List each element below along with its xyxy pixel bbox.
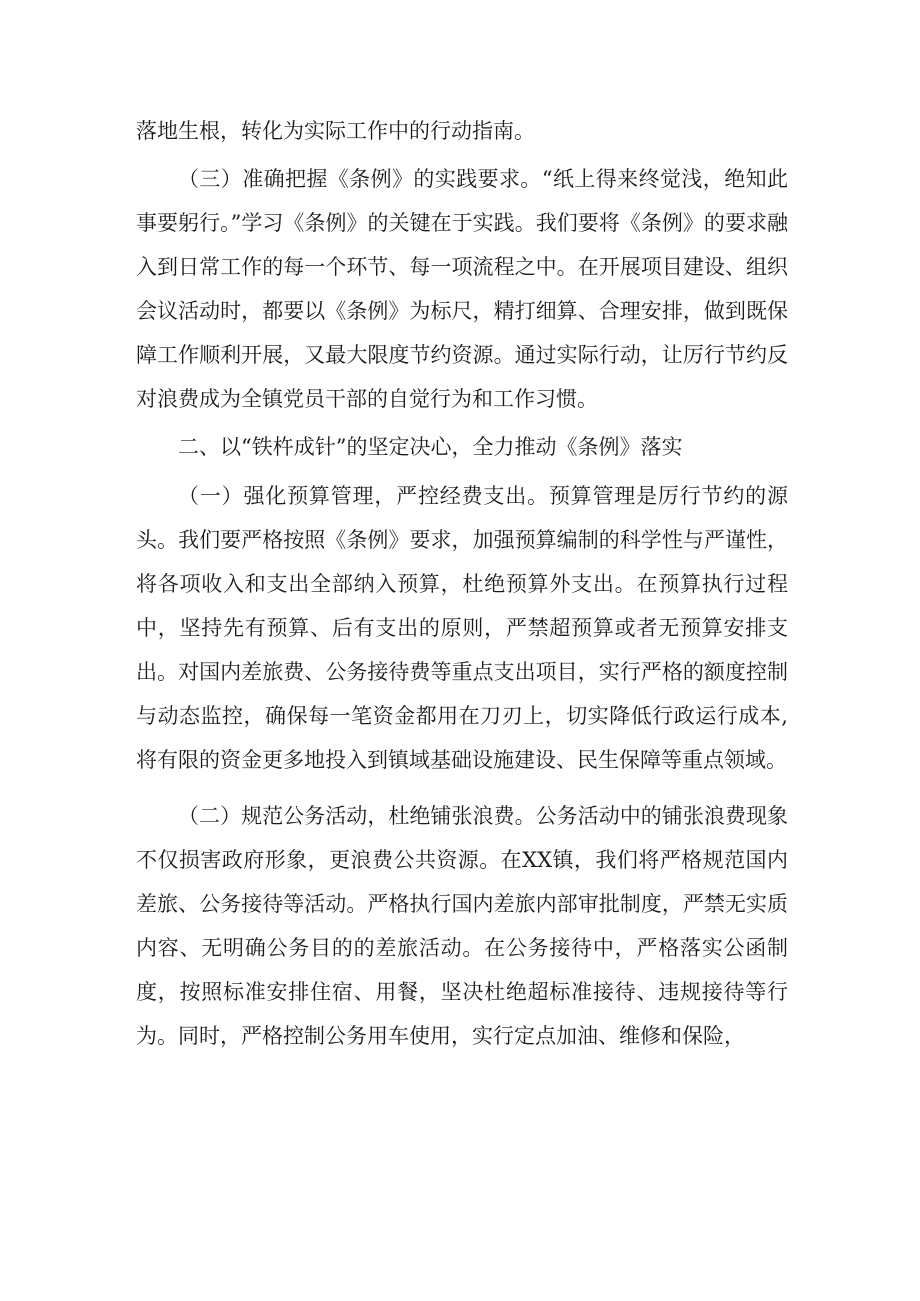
paragraph-practice-requirements: （三）准确把握《条例》的实践要求。“纸上得来终觉浅，绝知此事要躬行。”学习《条例》的关键在于实践。我们要将《条例》的要求融入到日常工作的每一个环节、每一项流程之中。在开展项目建设、组织会议活动时，都要以《条例》为标尺，精打细算、合理安排，做到既保障工作顺利开展，又最大限度节约资源。通过实际行动，让厉行节约反对浪费成为全镇党员干部的自觉行为和工作习惯。 [136, 167, 788, 411]
section-heading-two: 二、以“铁杵成针”的坚定决心，全力推动《条例》落实 [178, 435, 683, 459]
paragraph-official-activities: （二）规范公务活动，杜绝铺张浪费。公务活动中的铺张浪费现象不仅损害政府形象，更浪费公共资源。在XX镇，我们将严格规范国内差旅、公务接待等活动。严格执行国内差旅内部审批制度，严禁无实质内容、无明确公务目的的差旅活动。在公务接待中，严格落实公函制度，按照标准安排住宿、用餐，坚决杜绝超标准接待、违规接待等行为。同时，严格控制公务用车使用，实行定点加油、维修和保险， [136, 804, 788, 1048]
paragraph-continuation: 落地生根，转化为实际工作中的行动指南。 [136, 119, 535, 143]
paragraph-budget-management: （一）强化预算管理，严控经费支出。预算管理是厉行节约的源头。我们要严格按照《条例》要求，加强预算编制的科学性与严谨性，将各项收入和支出全部纳入预算，杜绝预算外支出。在预算执行过程中，坚持先有预算、后有支出的原则，严禁超预算或者无预算安排支出。对国内差旅费、公务接待费等重点支出项目，实行严格的额度控制与动态监控，确保每一笔资金都用在刀刃上，切实降低行政运行成本,将有限的资金更多地投入到镇域基础设施建设、民生保障等重点领域。 [136, 484, 788, 772]
document-body [136, 109, 788, 1058]
